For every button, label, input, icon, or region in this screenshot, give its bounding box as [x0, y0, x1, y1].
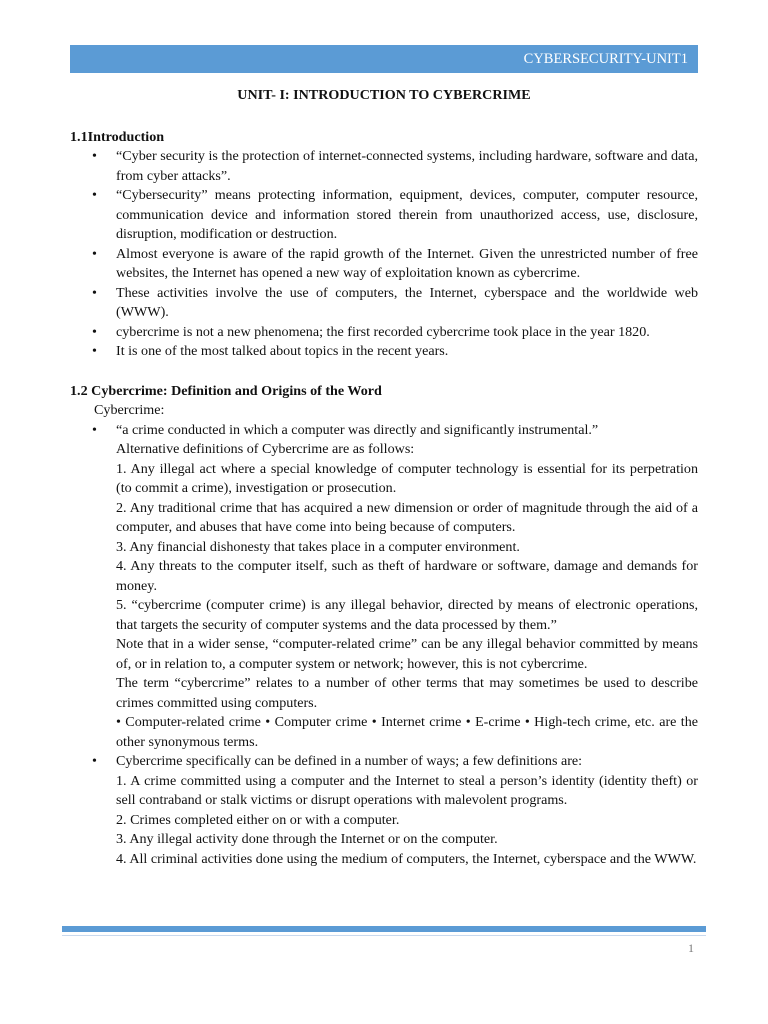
paragraph: • Computer-related crime • Computer crime • Internet crime • E-crime • High-tech crime, etc. are the other synonymous terms.	[116, 714, 698, 750]
list-item	[70, 752, 698, 869]
section-heading-definition: 1.2 Cybercrime: Definition and Origins of the Word	[70, 382, 382, 399]
footer-bar	[62, 926, 706, 932]
paragraph: The term “cybercrime” relates to a number of other terms that may sometimes be used to describe crimes committed using computers.	[116, 675, 698, 711]
bullet-icon: •	[92, 421, 97, 438]
document-title: UNIT- I: INTRODUCTION TO CYBERCRIME	[237, 87, 531, 103]
list-item: • It is one of the most talked about topics in the recent years.	[70, 342, 698, 362]
paragraph: 1. Any illegal act where a special knowledge of computer technology is essential for its perpetration (to commit a crime), investigation or prosecution.	[116, 460, 698, 496]
paragraph: 1. A crime committed using a computer and the Internet to steal a person’s identity (identity theft) or sell contraband or stalk victims or disrupt operations with malevolent programs.	[116, 772, 698, 808]
bullet-icon: •	[92, 148, 97, 164]
bullet-icon: •	[92, 343, 97, 359]
paragraph: 3. Any illegal activity done through the Internet or on the computer.	[116, 831, 498, 847]
paragraph: 2. Any traditional crime that has acquired a new dimension or order of magnitude through the aid of a computer, and abuses that have come into being because of computers.	[116, 499, 698, 535]
introduction-bullet-list	[70, 147, 698, 362]
paragraph: Note that in a wider sense, “computer-related crime” can be any illegal behavior committed by means of, or in relation to, a computer system or network; however, this is not cybercrime.	[116, 636, 698, 672]
list-item	[70, 421, 698, 753]
bullet-icon: •	[92, 187, 97, 203]
definition-bullet-list	[70, 421, 698, 870]
header-title: CYBERSECURITY-UNIT1	[523, 50, 688, 67]
page-number: 1	[688, 941, 694, 955]
page-header-bar	[70, 45, 698, 73]
paragraph: 4. All criminal activities done using the medium of computers, the Internet, cyberspace and the WWW.	[116, 850, 697, 867]
bullet-icon: •	[92, 323, 97, 340]
list-item: • “Cybersecurity” means protecting information, equipment, devices, computer, computer resource, communication device and information stored therein from unauthorized access, use, disclosure, disruption, modification or destruction.	[92, 187, 698, 242]
section-heading-introduction: 1.1Introduction	[70, 128, 165, 145]
paragraph: 5. “cybercrime (computer crime) is any illegal behavior, directed by means of electronic operations, that targets the security of computer systems and the data processed by them.”	[116, 597, 698, 633]
paragraph: 2. Crimes completed either on or with a computer.	[116, 811, 400, 828]
list-item: • These activities involve the use of computers, the Internet, cyberspace and the worldwide web (WWW).	[92, 284, 698, 320]
paragraph: “a crime conducted in which a computer was directly and significantly instrumental.”	[116, 421, 599, 438]
list-item: • Almost everyone is aware of the rapid growth of the Internet. Given the unrestricted number of free websites, the Internet has opened a new way of exploitation known as cybercrime.	[92, 245, 698, 281]
document-body	[70, 86, 698, 869]
list-item: • “Cyber security is the protection of internet-connected systems, including hardware, software and data, from cyber attacks”.	[92, 148, 698, 184]
bullet-icon: •	[92, 284, 97, 301]
footer-divider	[62, 935, 706, 936]
paragraph: 3. Any financial dishonesty that takes place in a computer environment.	[116, 538, 520, 555]
paragraph: Alternative definitions of Cybercrime are as follows:	[116, 441, 415, 457]
bullet-icon: •	[92, 245, 97, 262]
paragraph: 4. Any threats to the computer itself, such as theft of hardware or software, damage and demands for money.	[116, 558, 698, 594]
paragraph: Cybercrime specifically can be defined in a number of ways; a few definitions are:	[116, 753, 583, 769]
bullet-icon: •	[92, 753, 97, 769]
section-intro: Cybercrime:	[94, 402, 165, 418]
list-item: • cybercrime is not a new phenomena; the first recorded cybercrime took place in the year 1820.	[70, 323, 698, 343]
